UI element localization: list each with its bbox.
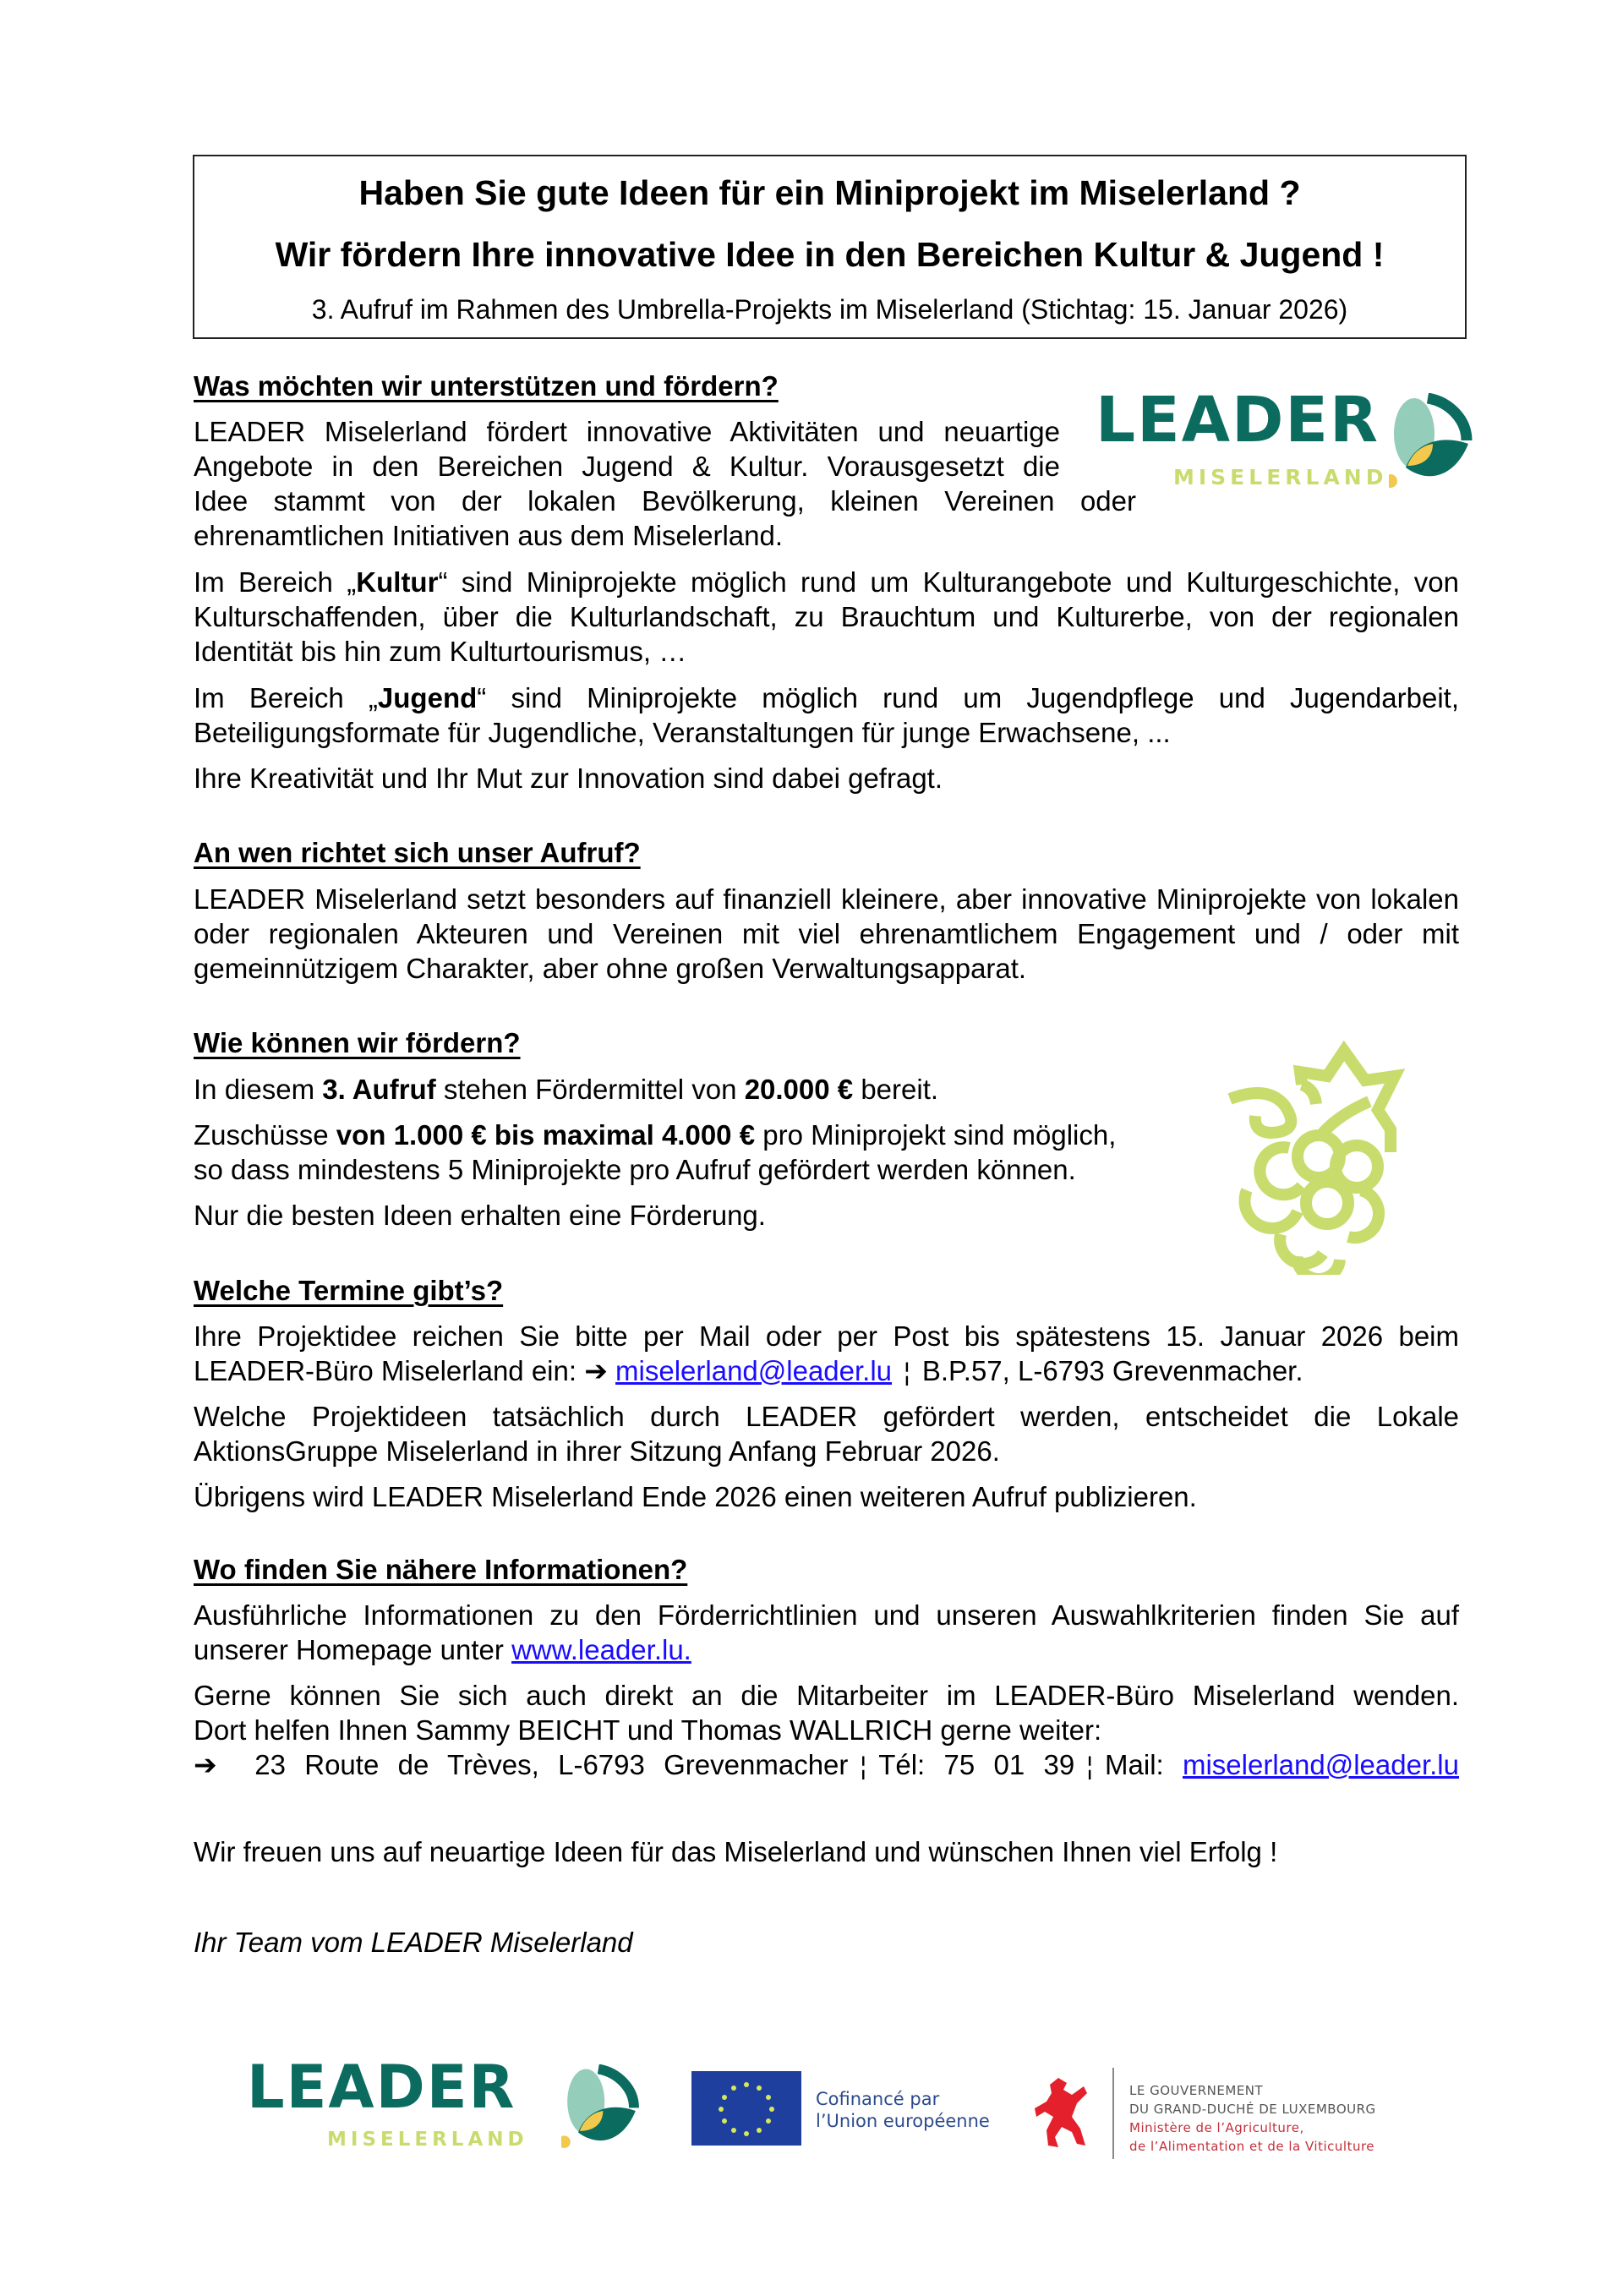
gov-text-line-1: LE GOUVERNEMENT [1129, 2083, 1264, 2098]
arrow-right-icon: ➔ [194, 1749, 217, 1780]
funding-line-1: In diesem 3. Aufruf stehen Fördermittel von 20.000 € bereit. [194, 1074, 939, 1105]
dates-paragraph-3: Übrigens wird LEADER Miselerland Ende 2026 einen weiteren Aufruf publizieren. [194, 1481, 1197, 1512]
section-heading-dates: Welche Termine gibt’s? [194, 1275, 504, 1306]
closing-wish: Wir freuen uns auf neuartige Ideen für das Miselerland und wünschen Ihnen viel Erfolg ! [194, 1836, 1278, 1867]
title-line-1: Haben Sie gute Ideen für ein Miniprojekt im Miselerland ? [358, 173, 1301, 212]
subtitle: 3. Aufruf im Rahmen des Umbrella-Projekts im Miselerland (Stichtag: 15. Januar 2026) [311, 294, 1348, 325]
info-paragraph-1: Ausführliche Informationen zu den Förderrichtlinien und unseren Auswahlkriterien finden Sie auf unserer Homepage unter www.leader.lu. [194, 1599, 1459, 1665]
jugend-paragraph: Im Bereich „Jugend“ sind Miniprojekte möglich rund um Jugendpflege und Jugendarbeit, Beteiligungsformate für Jugendliche, Veranstaltungen für junge Erwachsene, ... [194, 682, 1460, 748]
eu-text-line-2: l’Union européenne [816, 2111, 990, 2131]
contact-email-link[interactable]: miselerland@leader.lu [1182, 1749, 1459, 1780]
funding-line-2: Zuschüsse von 1.000 € bis maximal 4.000 € pro Miniprojekt sind möglich, [194, 1119, 1117, 1151]
separator: ¦ [1086, 1752, 1094, 1780]
intro-line: Angebote in den Bereichen Jugend & Kultur. Vorausgesetzt die [194, 451, 1060, 482]
logo-leader-text: LEADER [1096, 384, 1380, 456]
gov-text-line-2: DU GRAND-DUCHÉ DE LUXEMBOURG [1129, 2102, 1376, 2117]
gov-text-line-4: de l’Alimentation et de la Viticulture [1129, 2139, 1375, 2154]
divider [1112, 2068, 1114, 2159]
funding-line-4: Nur die besten Ideen erhalten eine Förderung. [194, 1200, 766, 1231]
footer-logo-region-text: MISELERLAND [327, 2129, 528, 2151]
section-heading-info: Wo finden Sie nähere Informationen? [194, 1554, 688, 1585]
section-heading-support: Was möchten wir unterstützen und fördern? [194, 370, 779, 402]
eu-cofinancing-logo [691, 2071, 996, 2156]
logo-region-text: MISELERLAND [1173, 465, 1388, 489]
dates-paragraph-1: Ihre Projektidee reichen Sie bitte per Mail oder per Post bis spätestens 15. Januar 2026 beim LEADER-Büro Miselerland ein: ➔ miselerland@leader.lu ¦ B.P.57, L-6793 Grevenmacher. [194, 1319, 1459, 1390]
intro-line: ehrenamtlichen Initiativen aus dem Miselerland. [194, 520, 784, 551]
title-box [193, 155, 1467, 339]
title-line-2: Wir fördern Ihre innovative Idee in den Bereichen Kultur & Jugend ! [275, 235, 1385, 274]
audience-paragraph: LEADER Miselerland setzt besonders auf finanziell kleinere, aber innovative Miniprojekte von lokalen oder regionalen Akteuren und Vereinen mit viel ehrenamtlichem Engagement und / oder mit gemeinnützigem Charakter, aber ohne großen Verwaltungsapparat. [194, 883, 1459, 984]
info-paragraph-2: Gerne können Sie sich auch direkt an die Mitarbeiter im LEADER-Büro Miselerland wenden. Dort helfen Ihnen Sammy BEICHT und Thomas WALLRICH gerne weiter: ➔ 23 Route de Trèves, L-6793 Grevenmacher ¦ Tél: 75 01 39 ¦ Mail: miselerland@leader.lu [194, 1678, 1459, 1784]
eu-flag-icon [691, 2071, 801, 2146]
leader-miselerland-logo [1096, 384, 1476, 496]
gov-text-line-3: Ministère de l’Agriculture, [1129, 2120, 1304, 2135]
creativity-line: Ihre Kreativität und Ihr Mut zur Innovation sind dabei gefragt. [194, 763, 943, 794]
section-heading-audience: An wen richtet sich unser Aufruf? [194, 837, 641, 868]
grape-icon [1221, 1038, 1424, 1275]
leader-leaf-icon [1389, 393, 1473, 495]
kultur-bold: Kultur [356, 566, 439, 598]
intro-line: Idee stammt von der lokalen Bevölkerung, kleinen Vereinen oder [194, 485, 1136, 517]
signature: Ihr Team vom LEADER Miselerland [194, 1927, 633, 1958]
section1-intro [194, 414, 1140, 553]
contact-line: ➔ 23 Route de Trèves, L-6793 Grevenmacher ¦ Tél: 75 01 39 ¦ Mail: miselerland@leader.lu [194, 1747, 1459, 1784]
section-heading-funding: Wie können wir fördern? [194, 1027, 521, 1058]
arrow-right-icon: ➔ [584, 1355, 608, 1386]
funding-line-3: so dass mindestens 5 Miniprojekte pro Aufruf gefördert werden können. [194, 1154, 1076, 1185]
separator: ¦ [904, 1358, 910, 1386]
red-lion-icon [1033, 2075, 1092, 2151]
footer-leader-logo [247, 2053, 644, 2161]
separator: ¦ [860, 1752, 867, 1780]
jugend-bold: Jugend [377, 682, 478, 713]
footer-logo-leader-text: LEADER [247, 2053, 516, 2122]
eu-text-line-1: Cofinancé par [816, 2089, 940, 2109]
website-link[interactable]: www.leader.lu. [511, 1634, 691, 1665]
footer-leader-leaf-icon [561, 2064, 642, 2157]
luxembourg-government-logo [1030, 2063, 1418, 2164]
intro-line: LEADER Miselerland fördert innovative Aktivitäten und neuartige [194, 416, 1060, 447]
kultur-paragraph: Im Bereich „Kultur“ sind Miniprojekte möglich rund um Kulturangebote und Kulturgeschichte, von Kulturschaffenden, über die Kulturlandschaft, zu Brauchtum und Kulturerbe, von der regionalen Identität bis hin zum Kulturtourismus, … [194, 566, 1460, 667]
email-link[interactable]: miselerland@leader.lu [615, 1355, 893, 1386]
dates-paragraph-2: Welche Projektideen tatsächlich durch LEADER gefördert werden, entscheidet die Lokale AktionsGruppe Miselerland in ihrer Sitzung Anfang Februar 2026. [194, 1401, 1459, 1467]
